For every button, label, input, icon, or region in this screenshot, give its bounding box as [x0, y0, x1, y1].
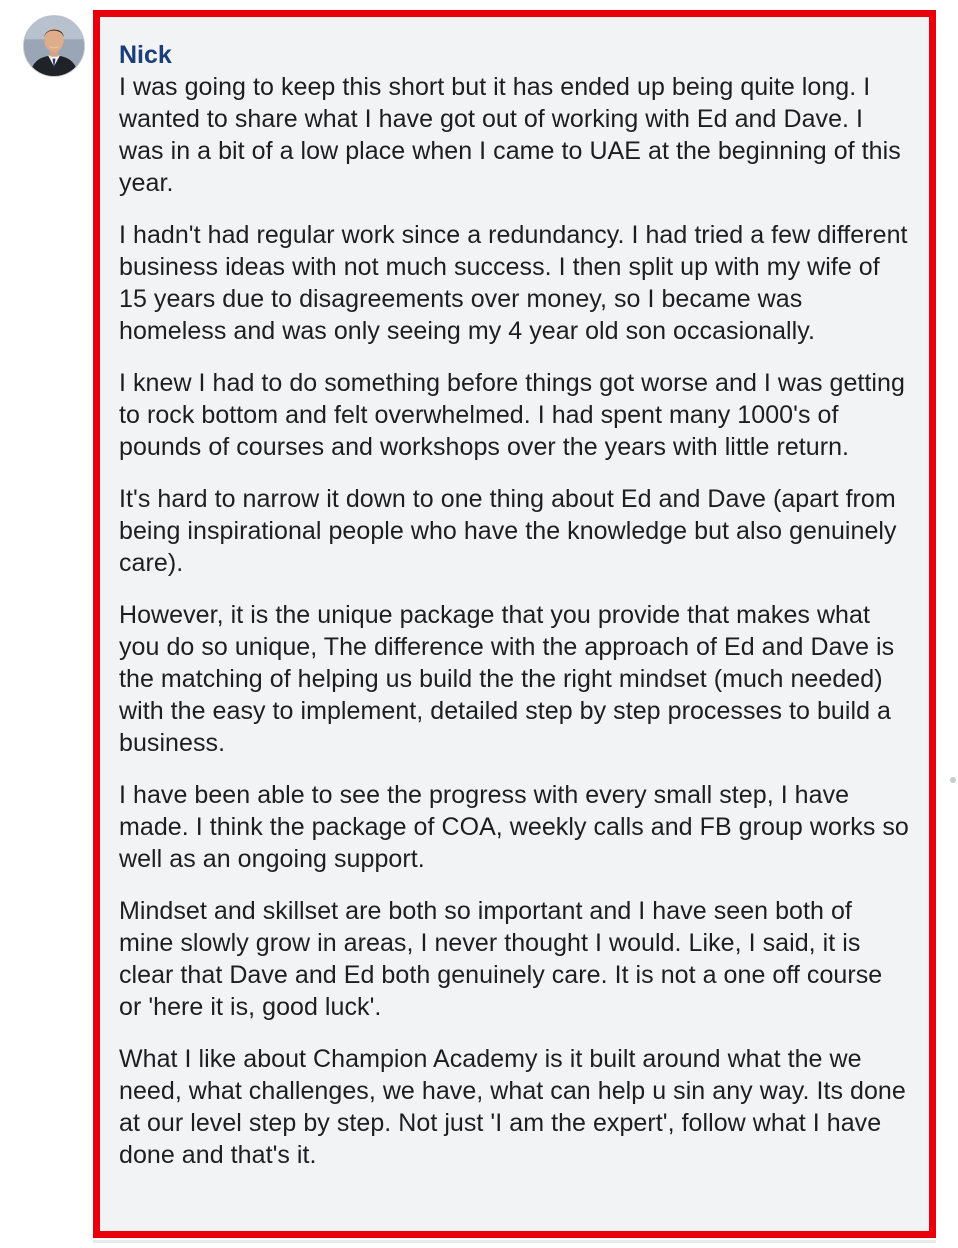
comment-paragraph-2: I hadn't had regular work since a redundancy. I had tried a few different business ideas with not much success. I then split up with my wife of 15 years due to disagreements over money, so I became was homeless and was only seeing my 4 year old son occasionally.	[119, 221, 908, 345]
comment-paragraph-3: I knew I had to do something before things got worse and I was getting to rock bottom and felt overwhelmed. I had spent many 1000's of pounds of courses and workshops over the years with little return.	[119, 369, 905, 461]
comment-paragraph-5: However, it is the unique package that you provide that makes what you do so unique, The difference with the approach of Ed and Dave is the matching of helping us build the the right mindset (much needed) with the easy to implement, detailed step by step processes to build a business.	[119, 601, 895, 757]
author-name[interactable]: Nick	[119, 41, 172, 69]
avatar[interactable]	[23, 15, 85, 77]
comment-bubble	[93, 10, 936, 1238]
comment-paragraph-8: What I like about Champion Academy is it built around what the we need, what challenges, we have, what can help u sin any way. Its done at our level step by step. Not just 'I am the expert', follow what I have done and that's it.	[119, 1045, 906, 1169]
comment-paragraph-1: I was going to keep this short but it has ended up being quite long. I wanted to share what I have got out of working with Ed and Dave. I was in a bit of a low place when I came to UAE at the beginning of this year.	[119, 73, 901, 197]
profile-photo-icon	[24, 16, 84, 76]
divider	[93, 1240, 936, 1243]
comment-paragraph-4: It's hard to narrow it down to one thing about Ed and Dave (apart from being inspirational people who have the knowledge but also genuinely care).	[119, 485, 897, 577]
more-options-dot[interactable]	[950, 777, 956, 783]
comment-paragraph-6: I have been able to see the progress with every small step, I have made. I think the package of COA, weekly calls and FB group works so well as an ongoing support.	[119, 781, 909, 873]
comment-paragraph-7: Mindset and skillset are both so important and I have seen both of mine slowly grow in areas, I never thought I would. Like, I said, it is clear that Dave and Ed both genuinely care. It is not a one off course or 'here it is, good luck'.	[119, 897, 883, 1021]
